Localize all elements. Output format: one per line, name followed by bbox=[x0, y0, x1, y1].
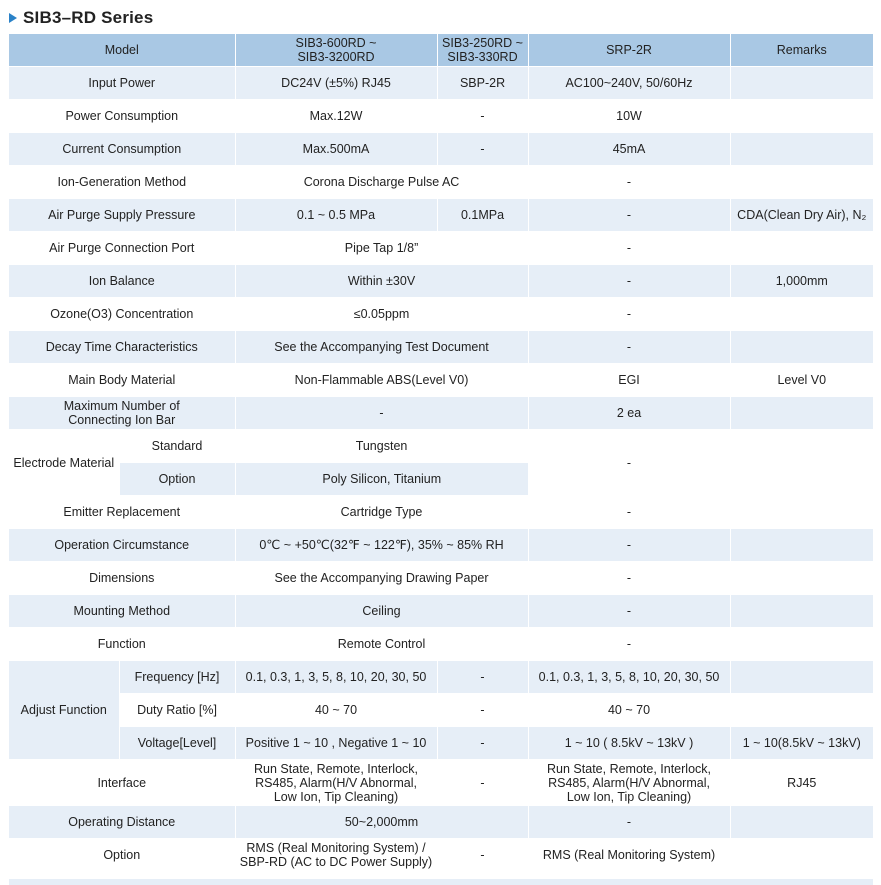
row-label: Air Purge Connection Port bbox=[9, 232, 235, 265]
sub-label-duty: Duty Ratio [%] bbox=[119, 694, 235, 727]
cell-col2: - bbox=[437, 694, 528, 727]
row-ion-generation bbox=[9, 166, 873, 199]
cell-col12: See the Accompanying Drawing Paper bbox=[235, 562, 528, 595]
row-label-adjust: Adjust Function bbox=[9, 661, 119, 760]
cell-col3 bbox=[528, 760, 730, 806]
cell-col12: Ceiling bbox=[235, 595, 528, 628]
cell-remarks: Level V0 bbox=[730, 364, 873, 397]
row-decay-time bbox=[9, 331, 873, 364]
cell-col3: - bbox=[528, 628, 730, 661]
cell-col1 bbox=[235, 760, 437, 806]
cell-col2: - bbox=[437, 133, 528, 166]
row-label: Ion-Generation Method bbox=[9, 166, 235, 199]
cell-col3: - bbox=[528, 265, 730, 298]
cell-col12: Cartridge Type bbox=[235, 496, 528, 529]
row-label: Power Consumption bbox=[9, 100, 235, 133]
cell-remarks: 1 ~ 10(8.5kV ~ 13kV) bbox=[730, 727, 873, 760]
cell-col3-line1: Run State, Remote, Interlock, bbox=[547, 761, 711, 776]
row-label: Current Consumption bbox=[9, 133, 235, 166]
cell-col12: Remote Control bbox=[235, 628, 528, 661]
cell-col3: 1 ~ 10 ( 8.5kV ~ 13kV ) bbox=[528, 727, 730, 760]
cell-col3: AC100~240V, 50/60Hz bbox=[528, 67, 730, 100]
cell-remarks: 1,000mm bbox=[730, 265, 873, 298]
cell-col12: Pipe Tap 1/8” bbox=[235, 232, 528, 265]
row-air-purge-port bbox=[9, 232, 873, 265]
cell-remarks: CDA(Clean Dry Air), N₂ bbox=[730, 199, 873, 232]
cell-col3: 2 ea bbox=[528, 397, 730, 430]
cell-col2: - bbox=[437, 100, 528, 133]
cell-col1: DC24V (±5%) RJ45 bbox=[235, 67, 437, 100]
cell-col12: Poly Silicon, Titanium bbox=[235, 463, 528, 496]
cell-remarks bbox=[730, 430, 873, 496]
row-label: Function bbox=[9, 628, 235, 661]
cell-col3: - bbox=[528, 430, 730, 496]
cell-col1-line3: Low Ion, Tip Cleaning) bbox=[273, 789, 399, 804]
header-col2-line1: SIB3-250RD ~ bbox=[442, 36, 523, 50]
row-label: Mounting Method bbox=[9, 595, 235, 628]
header-col1-line2: SIB3-3200RD bbox=[297, 50, 375, 64]
cell-col1: Positive 1 ~ 10 , Negative 1 ~ 10 bbox=[235, 727, 437, 760]
row-label: Ozone(O3) Concentration bbox=[9, 298, 235, 331]
cell-col12: Non-Flammable ABS(Level V0) bbox=[235, 364, 528, 397]
row-label: Main Body Material bbox=[9, 364, 235, 397]
cell-col3: 0.1, 0.3, 1, 3, 5, 8, 10, 20, 30, 50 bbox=[528, 661, 730, 694]
cell-col3: - bbox=[528, 562, 730, 595]
section-title bbox=[9, 7, 153, 29]
header-col1-line1: SIB3-600RD ~ bbox=[295, 36, 377, 50]
cell-col3: 40 ~ 70 bbox=[528, 694, 730, 727]
cell-col1-line1: Run State, Remote, Interlock, bbox=[254, 761, 418, 776]
cell-col2: SBP-2R bbox=[437, 67, 528, 100]
cell-remarks bbox=[730, 496, 873, 529]
cell-remarks bbox=[730, 806, 873, 839]
header-remarks: Remarks bbox=[730, 34, 873, 67]
cell-remarks bbox=[730, 694, 873, 727]
cell-col1: Max.12W bbox=[235, 100, 437, 133]
row-main-body bbox=[9, 364, 873, 397]
row-input-power bbox=[9, 67, 873, 100]
sub-label-frequency: Frequency [Hz] bbox=[119, 661, 235, 694]
cell-col3: - bbox=[528, 496, 730, 529]
cell-remarks bbox=[730, 298, 873, 331]
cell-col12: Corona Discharge Pulse AC bbox=[235, 166, 528, 199]
cell-remarks bbox=[730, 331, 873, 364]
row-operation bbox=[9, 529, 873, 562]
row-label: Ion Balance bbox=[9, 265, 235, 298]
cell-col1-line1: RMS (Real Monitoring System) / bbox=[246, 841, 426, 855]
cell-col3: - bbox=[528, 298, 730, 331]
row-label: Dimensions bbox=[9, 562, 235, 595]
cell-col2: - bbox=[437, 661, 528, 694]
header-col2-line2: SIB3-330RD bbox=[447, 50, 518, 64]
cell-col2: 0.1MPa bbox=[437, 199, 528, 232]
row-label: Interface bbox=[9, 760, 235, 806]
cell-col2: - bbox=[437, 727, 528, 760]
row-label-line2: Connecting Ion Bar bbox=[68, 413, 176, 427]
cell-col3: - bbox=[528, 199, 730, 232]
header-col3: SRP-2R bbox=[528, 34, 730, 67]
cell-remarks bbox=[730, 67, 873, 100]
cell-remarks bbox=[730, 628, 873, 661]
cell-col1: Max.500mA bbox=[235, 133, 437, 166]
cell-col1 bbox=[235, 839, 437, 872]
cell-remarks bbox=[730, 100, 873, 133]
sub-label-standard: Standard bbox=[119, 430, 235, 463]
cell-col3-line2: RS485, Alarm(H/V Abnormal, bbox=[548, 775, 710, 790]
cell-col3: - bbox=[528, 529, 730, 562]
cell-col3: - bbox=[528, 806, 730, 839]
row-label-electrode: Electrode Material bbox=[9, 430, 119, 496]
row-label bbox=[9, 397, 235, 430]
cell-col3: RMS (Real Monitoring System) bbox=[528, 839, 730, 872]
cell-col12: 50~2,000mm bbox=[235, 806, 528, 839]
cell-col3-line3: Low Ion, Tip Cleaning) bbox=[566, 789, 692, 804]
row-function bbox=[9, 628, 873, 661]
row-label: Air Purge Supply Pressure bbox=[9, 199, 235, 232]
cell-col12: 0℃ ~ +50℃(32℉ ~ 122℉), 35% ~ 85% RH bbox=[235, 529, 528, 562]
cell-remarks bbox=[730, 839, 873, 872]
cell-col3: - bbox=[528, 232, 730, 265]
cell-col1: 40 ~ 70 bbox=[235, 694, 437, 727]
row-adjust-frequency bbox=[9, 661, 873, 694]
table-bottom-strip bbox=[9, 879, 873, 885]
row-power-consumption bbox=[9, 100, 873, 133]
row-interface bbox=[9, 760, 873, 806]
cell-col12: Tungsten bbox=[235, 430, 528, 463]
cell-remarks bbox=[730, 529, 873, 562]
cell-col12: - bbox=[235, 397, 528, 430]
cell-col2: - bbox=[437, 839, 528, 872]
row-label: Emitter Replacement bbox=[9, 496, 235, 529]
spec-table bbox=[9, 34, 873, 872]
row-ion-balance bbox=[9, 265, 873, 298]
cell-col12: ≤0.05ppm bbox=[235, 298, 528, 331]
row-label: Input Power bbox=[9, 67, 235, 100]
row-emitter bbox=[9, 496, 873, 529]
cell-col3: - bbox=[528, 331, 730, 364]
row-air-purge-pressure bbox=[9, 199, 873, 232]
sub-label-voltage: Voltage[Level] bbox=[119, 727, 235, 760]
row-adjust-voltage bbox=[9, 727, 873, 760]
row-ozone bbox=[9, 298, 873, 331]
cell-col3: EGI bbox=[528, 364, 730, 397]
row-max-ion-bar bbox=[9, 397, 873, 430]
cell-remarks bbox=[730, 661, 873, 694]
sub-label-option: Option bbox=[119, 463, 235, 496]
row-current-consumption bbox=[9, 133, 873, 166]
cell-remarks bbox=[730, 232, 873, 265]
row-label: Option bbox=[9, 839, 235, 872]
page-title: SIB3–RD Series bbox=[23, 8, 154, 27]
cell-remarks bbox=[730, 397, 873, 430]
cell-remarks bbox=[730, 595, 873, 628]
row-dimensions bbox=[9, 562, 873, 595]
row-mounting bbox=[9, 595, 873, 628]
row-label: Operating Distance bbox=[9, 806, 235, 839]
row-electrode-standard bbox=[9, 430, 873, 463]
cell-col1-line2: SBP-RD (AC to DC Power Supply) bbox=[239, 855, 433, 869]
cell-col1-line2: RS485, Alarm(H/V Abnormal, bbox=[255, 775, 417, 790]
header-row bbox=[9, 34, 873, 67]
header-col1 bbox=[235, 34, 437, 67]
row-distance bbox=[9, 806, 873, 839]
cell-col3: - bbox=[528, 595, 730, 628]
cell-remarks bbox=[730, 562, 873, 595]
row-option bbox=[9, 839, 873, 872]
row-label: Operation Circumstance bbox=[9, 529, 235, 562]
header-model: Model bbox=[9, 34, 235, 67]
triangle-bullet-icon bbox=[9, 13, 17, 23]
cell-col1: 0.1, 0.3, 1, 3, 5, 8, 10, 20, 30, 50 bbox=[235, 661, 437, 694]
cell-col3: 10W bbox=[528, 100, 730, 133]
cell-col2: - bbox=[437, 760, 528, 806]
cell-col12: Within ±30V bbox=[235, 265, 528, 298]
cell-col1: 0.1 ~ 0.5 MPa bbox=[235, 199, 437, 232]
header-col2 bbox=[437, 34, 528, 67]
row-adjust-duty bbox=[9, 694, 873, 727]
row-label-line1: Maximum Number of bbox=[63, 399, 180, 413]
cell-remarks: RJ45 bbox=[730, 760, 873, 806]
cell-remarks bbox=[730, 133, 873, 166]
row-label: Decay Time Characteristics bbox=[9, 331, 235, 364]
cell-col3: 45mA bbox=[528, 133, 730, 166]
cell-col3: - bbox=[528, 166, 730, 199]
cell-col12: See the Accompanying Test Document bbox=[235, 331, 528, 364]
cell-remarks bbox=[730, 166, 873, 199]
